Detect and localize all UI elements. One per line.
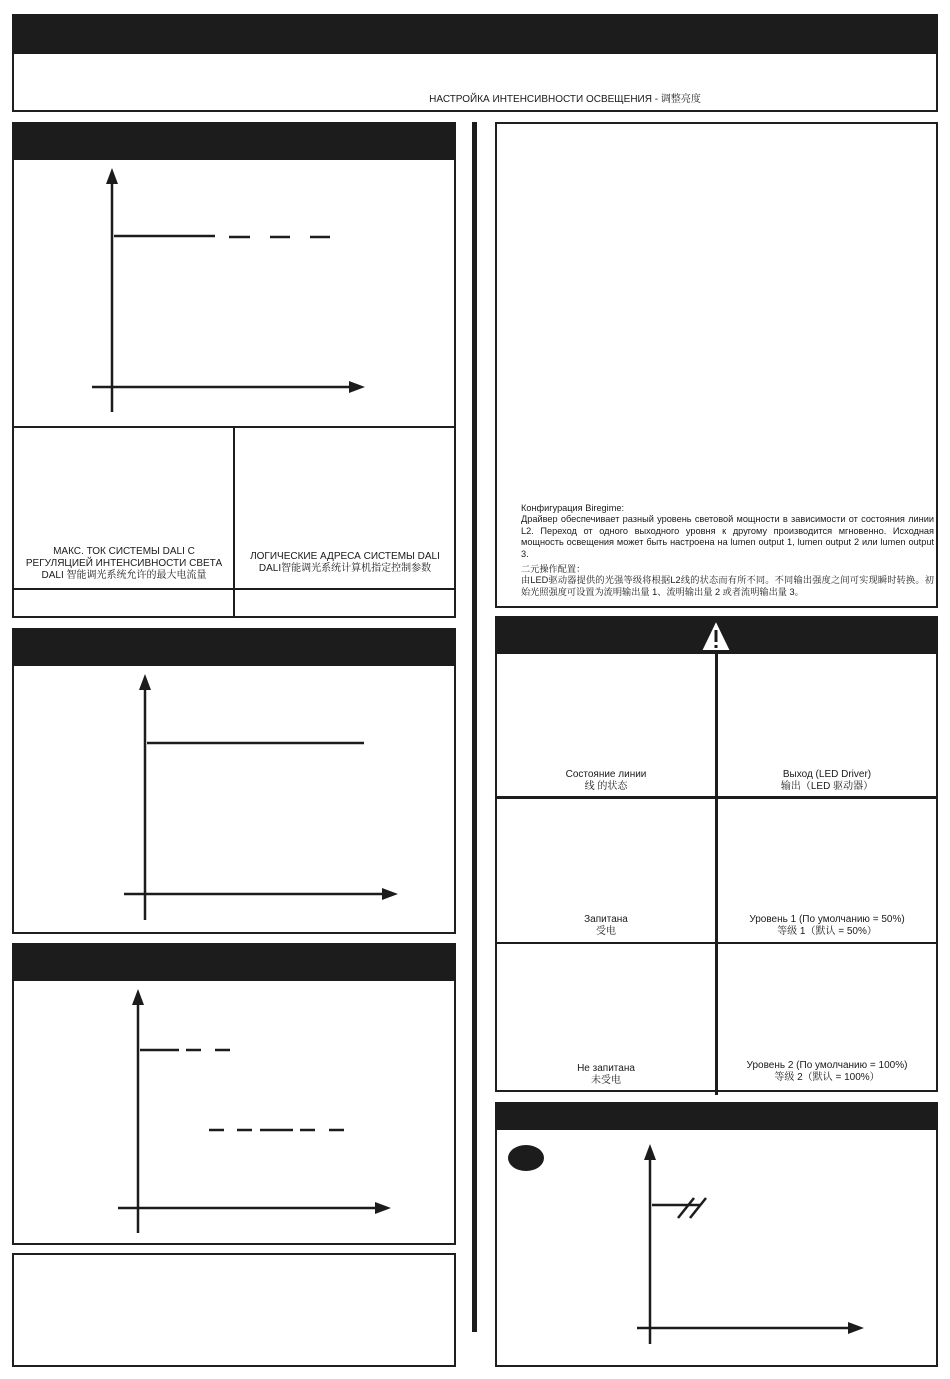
panel-5-header — [495, 1102, 938, 1132]
y-arrow-3 — [132, 989, 144, 1005]
state-row1-state: Запитана 受电 — [584, 914, 628, 937]
x-arrow-5 — [848, 1322, 864, 1334]
header-bar — [12, 14, 938, 56]
page-divider — [472, 122, 477, 1332]
state-table-rule-2 — [495, 942, 938, 944]
header-subtitle: НАСТРОЙКА ИНТЕНСИВНОСТИ ОСВЕЩЕНИЯ - 调整亮度 — [429, 94, 701, 105]
state-row2-state: Не запитана 未受电 — [577, 1063, 635, 1086]
y-arrow-5 — [644, 1144, 656, 1160]
y-arrow-2 — [139, 674, 151, 690]
y-arrow-1 — [106, 168, 118, 184]
state-row1-output: Уровень 1 (По умолчанию = 50%) 等级 1（默认 = 50%） — [749, 914, 905, 937]
panel-4-box — [12, 1253, 456, 1367]
state-table-divider — [715, 654, 718, 1095]
state-table-rule-1 — [495, 796, 938, 799]
biregime-title: Конфигурация Biregime: — [521, 503, 625, 513]
biregime-cn-text: 由LED驱动器提供的光强等级将根据L2线的状态而有所不同。不同输出强度之间可实现瞬时转换。初始光照强度可设置为流明输出量 1、流明输出量 2 或者流明输出量 3。 — [521, 575, 934, 597]
x-arrow-1 — [349, 381, 365, 393]
chart-3 — [12, 981, 456, 1245]
biregime-text — [521, 503, 934, 598]
biregime-ru-text: Драйвер обеспечивает разный уровень световой мощности в зависимости от состояния линии L2. Переход от одного выходного уровня к другому производится мгновенно. Исходная мощность освещения может быть настроена на lumen output 1, lumen output 2 или lumen output 3. — [521, 514, 934, 559]
chart-2 — [12, 666, 456, 934]
x-arrow-3 — [375, 1202, 391, 1214]
x-arrow-2 — [382, 888, 398, 900]
chart-5 — [495, 1130, 938, 1367]
biregime-cn-title: 二元操作配置： — [521, 564, 586, 575]
panel-3-header — [12, 943, 456, 983]
panel-1-header — [12, 122, 456, 162]
dali-logical-addresses: ЛОГИЧЕСКИЕ АДРЕСА СИСТЕМЫ DALI DALI智能调光系统计算机指定控制参数 — [250, 551, 440, 574]
chart-1 — [12, 160, 456, 428]
state-col1-header: Состояние линии 线 的状态 — [565, 769, 647, 792]
dali-max-current: МАКС. ТОК СИСТЕМЫ DALI С РЕГУЛЯЦИЕЙ ИНТЕНСИВНОСТИ СВЕТА DALI 智能调光系统允许的最大电流量 — [25, 546, 223, 581]
panel-2-header — [12, 628, 456, 668]
state-row2-output: Уровень 2 (По умолчанию = 100%) 等级 2（默认 = 100%） — [746, 1060, 908, 1083]
warning-triangle-icon — [699, 618, 733, 654]
state-col2-header: Выход (LED Driver) 输出（LED 驱动器） — [780, 769, 874, 792]
dali-table-rule — [12, 588, 456, 590]
